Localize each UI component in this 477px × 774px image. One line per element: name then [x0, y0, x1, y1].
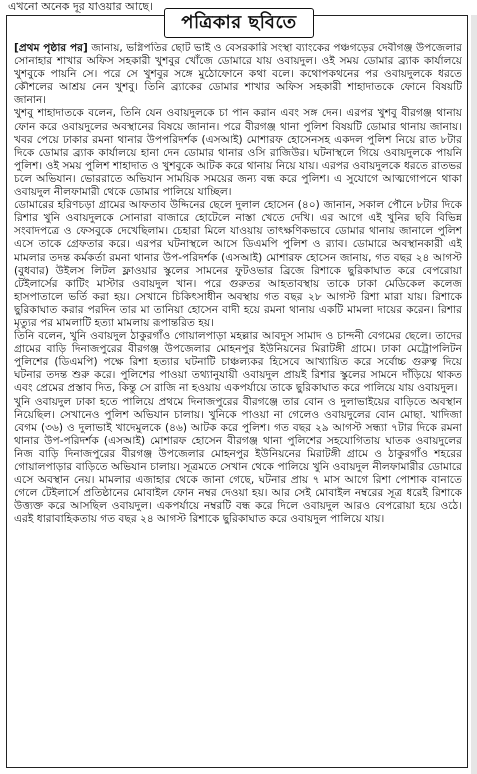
paragraph-text: জানায়, ভগ্নিপতির ছোট ভাই ও বেসরকারি সংস্থা ব্যাংকের পঞ্চগড়ের দেবীগঞ্জ উপজেলার সোনাহার শাখার অফিস সহকারী খুশবুর খোঁজে ডোমারে যায় ওবায়দুল। ওই সময় ডোমার ব্র্যাক কার্যালয়ে খুশবুকে পায়নি সে। পরে সে খুশবুর সঙ্গে মুঠোফোনে কথা বলে। কথোপকথনের পর ওবায়দুলকে ধরতে কৌশলের আশ্রয় নেন খুশবু। তিনি ব্র্যাকের ডোমার শাখার অফিস সহকারী শাহাদাতকে ফোনে বিষয়টি জানান।: [14, 42, 462, 107]
paragraph-text: খুনি ওবায়দুল ঢাকা হতে পালিয়ে প্রথমে দিনাজপুরের বীরগঞ্জে তার বোন ও দুলাভাইয়ের বাড়িতে অবস্থান নিয়েছিল। সেখানেও পুলিশ অভিযান চালায়। খুনিকে পাওয়া না গেলেও ওবায়দুলের বোন মোছা. খাদিজা বেগম (৩৬) ও দুলাভাই খাদেমুলকে (৪৬) আটক করে পুলিশ। গত বছর ২৯ আগস্ট সন্ধ্যা ৭টার দিকে রমনা থানার উপ-পরিদর্শক (এসআই) মোশারফ হোসেন বীরগঞ্জ থানা পুলিশের সহযোগিতায় ঘাতক ওবায়দুলের নিজ বাড়ি দিনাজপুরের বীরগঞ্জ উপজেলার মোহনপুর ইউনিয়নের মিরাটঙ্গী গ্রামে ও ঠাকুরগাঁও শহরের গোয়ালপাড়ার বাড়িতে অভিযান চালায়। সূত্রমতে সেখান থেকে পালিয়ে খুনি ওবায়দুল নীলফামারীর ডোমারে এসে অবস্থান নেয়। মামলার এজাহার থেকে জানা গেছে, ঘটনার প্রায় ৭ মাস আগে রিশা পোশাক বানাতে গেলে টেইলার্সে প্রতিষ্ঠানের মোবাইল ফোন নম্বর দেওয়া হয়। আর সেই মোবাইল নম্বরের সূত্র ধরেই রিশাকে উত্ত্যক্ত করে আসছিল ওবায়দুল। একপর্যায়ে নম্বরটি বন্ধ করে দিলে ওবায়দুল আরও বেপরোয়া হয়ে ওঠে। এরই ধারাবাহিকতায় গত বছর ২৪ আগস্ট রিশাকে ছুরিকাঘাত করে ওবায়দুল পালিয়ে যায়।: [14, 395, 462, 526]
paragraph-4: [14, 330, 462, 395]
paragraph-5: [14, 396, 462, 527]
paragraph-3: [14, 199, 462, 330]
previous-article-tail: এখনো অনেক দূর যাওয়ার আছে।: [8, 0, 153, 13]
paragraph-1: [14, 42, 462, 107]
continued-from-tag: [প্রথম পৃষ্ঠার পর]: [14, 42, 88, 54]
paragraph-text: তিনি বলেন, খুনি ওবায়দুল ঠাকুরগাঁও গোয়ালপাড়া মহল্লার আবদুস সামাদ ও চান্দনী বেগমের ছেলে। তাদের গ্রামের বাড়ি দিনাজপুরের বীরগঞ্জ উপজেলার মোহনপুর ইউনিয়নের মিরাটঙ্গী গ্রামে। ঢাকা মেট্রোপলিটন পুলিশের (ডিএমপি) পক্ষে রিশা হত্যার ঘটনাটি চাঞ্চল্যকর হিসেবে আখ্যায়িত করে সর্বোচ্চ গুরুত্ব দিয়ে ঘটনার তদন্ত শুরু করে। পুলিশের পাওয়া তথ্যানুযায়ী ওবায়দুল প্রায়ই রিশার স্কুলের সামনে দাঁড়িয়ে থাকত এবং প্রেমের প্রস্তাব দিত, কিন্তু সে রাজি না হওয়ায় একপর্যায়ে তাকে ছুরিকাঘাত করে পালিয়ে যায় ওবায়দুল।: [14, 330, 462, 395]
adjacent-column-shadow: [471, 15, 477, 774]
paragraph-text: ডোমারের হরিণচড়া গ্রামের আফতাব উদ্দিনের ছেলে দুলাল হোসেন (৪০) জানান, সকাল পৌনে ৮টার দিকে রিশার খুনি ওবায়দুলকে সোনারা বাজারে হোটেলে নাস্তা খেতে দেখি। এর আগে এই খুনির ছবি বিভিন্ন সংবাদপত্রে ও ফেসবুকে দেখেছিলাম। চেহারা মিলে যাওয়ায় তাৎক্ষণিকভাবে ডোমার থানায় জানালে পুলিশ এসে তাকে গ্রেফতার করে। এরপর ঘটনাস্থলে আসে ডিএমপি পুলিশ ও র‍্যাব। ডোমারে অবস্থানকারী এই মামলার তদন্ত কর্মকর্তা রমনা থানার উপ-পরিদর্শক (এসআই) মোশারফ হোসেন জানায়, গত বছর ২৪ আগস্ট (বুধবার) উইলস লিটল ফ্লাওয়ার স্কুলের সামনের ফুটওভার ব্রিজে রিশাকে ছুরিকাঘাত করে বেপরোয়া টেইলার্সের কাটিং মাস্টার ওবায়দুল খান। পরে গুরুতর আহতাবস্থায় তাকে ঢাকা মেডিকেল কলেজ হাসপাতালে ভর্তি করা হয়। সেখানে চিকিৎসাধীন অবস্থায় গত বছর ২৮ আগস্ট রিশা মারা যায়। রিশাকে ছুরিকাঘাত করার পরদিন তার মা তানিয়া হোসেন বাদী হয়ে রমনা থানায় একটি মামলা দায়ের করেন। রিশার মৃত্যুর পর মামলাটি হত্যা মামলায় রূপান্তরিত হয়।: [14, 199, 462, 329]
paragraph-text: খুশবু শাহাদাতকে বলেন, তিনি যেন ওবায়দুলকে চা পান করান এবং সঙ্গ দেন। এরপর খুশবু বীরগঞ্জ থানায় ফোন করে ওবায়দুলের অবস্থানের বিষয়ে জানান। পরে বীরগঞ্জ থানা পুলিশ বিষয়টি ডোমার থানায় জানায়। খবর পেয়ে ঢাকার রমনা থানার উপপরিদর্শক (এসআই) মোশারফ হোসেনসহ একদল পুলিশ নিয়ে রাত ৮টার দিকে ডোমার ব্র্যাক কার্যালয়ে হানা দেন ডোমার থানার ওসি রাজিউর। ঘটনাস্থলে গিয়ে ওবায়দুলকে পায়নি পুলিশ। ওই সময় পুলিশ শাহাদাত ও খুশবুকে আটক করে থানায় নিয়ে যায়। এরপর ওবায়দুলকে ধরতে রাতভর চলে অভিযান। ভোররাতে অভিযান সাময়িক সময়ের জন্য বন্ধ করে পুলিশ। এ সুযোগে আত্মগোপনে থাকা ওবায়দুল নীলফামারী থেকে ডোমার পালিয়ে যাচ্ছিল।: [14, 107, 462, 199]
paragraph-2: [14, 107, 462, 199]
article-body: [14, 42, 462, 764]
section-title: পত্রিকার ছবিতে: [164, 8, 314, 38]
